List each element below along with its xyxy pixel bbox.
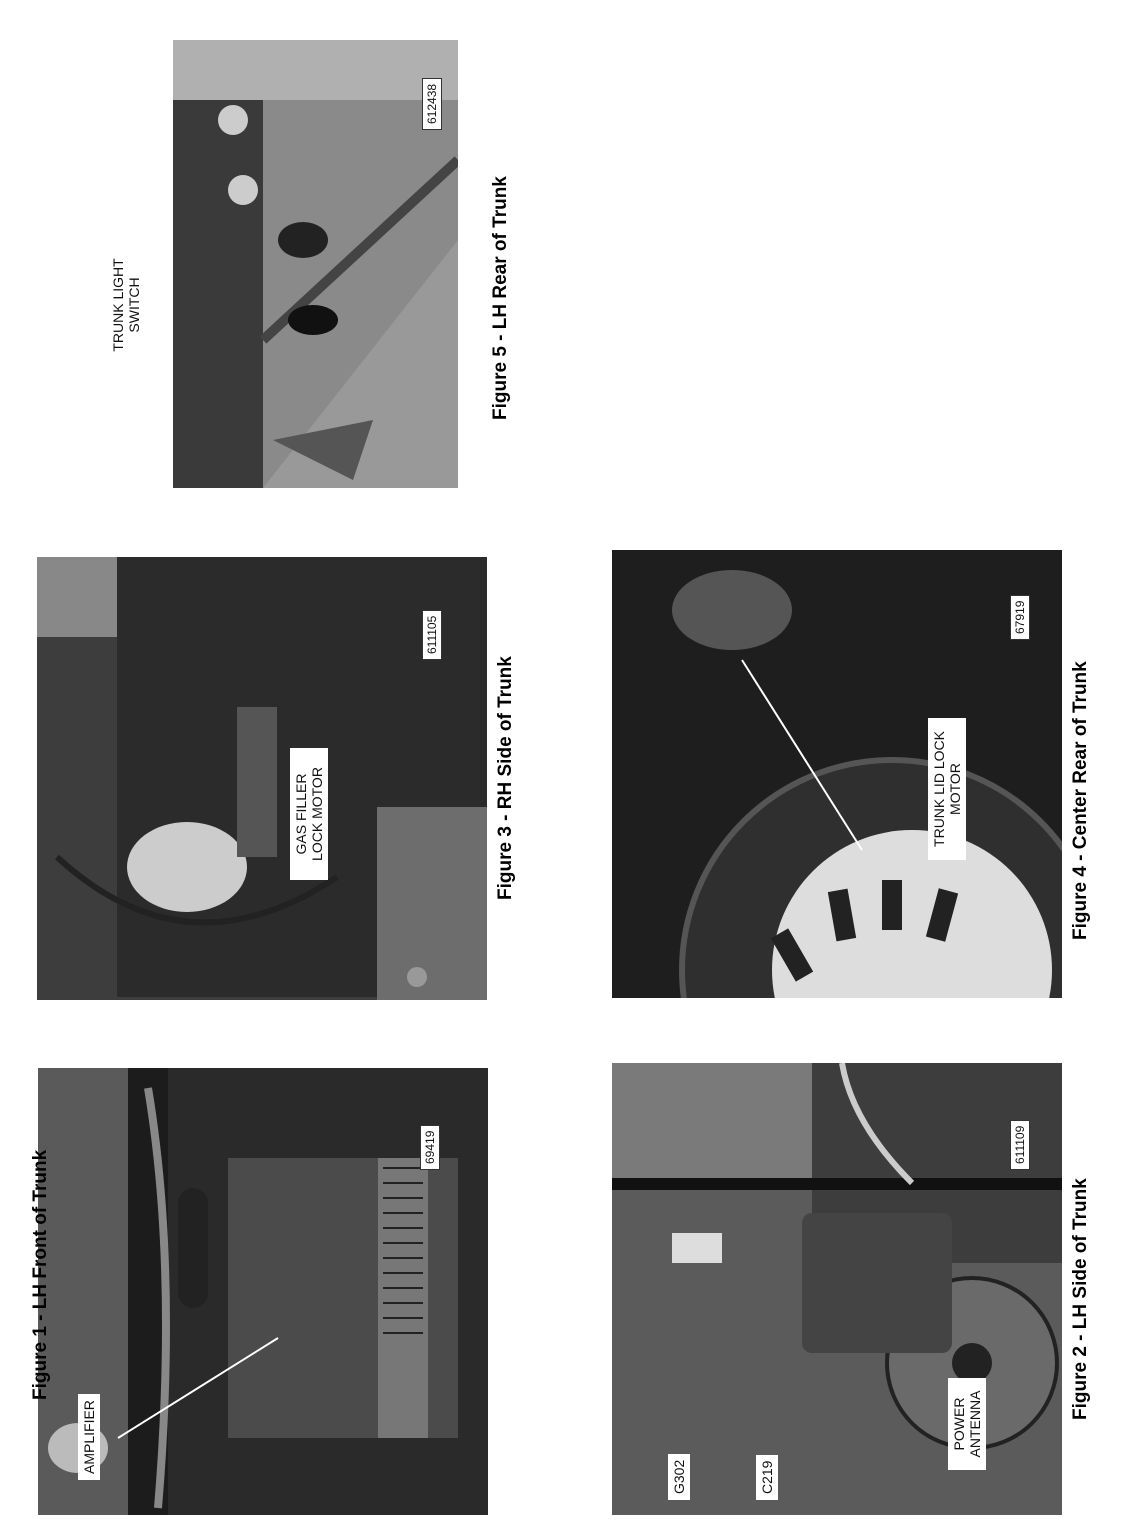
figure-2-photo-art <box>612 1063 1062 1515</box>
figure-5-photo-art <box>173 40 458 488</box>
figure-4-code: 67919 <box>1010 595 1030 640</box>
figure-3-photo-art <box>37 557 487 1000</box>
figure-3-caption: Figure 3 - RH Side of Trunk <box>495 656 516 900</box>
figure-1-code: 69419 <box>420 1125 440 1170</box>
figure-4-photo <box>612 550 1062 998</box>
figure-1-caption: Figure 1 - LH Front of Trunk <box>30 1149 51 1400</box>
figure-5-photo <box>173 40 458 488</box>
c219-label: C219 <box>756 1455 778 1500</box>
figure-2-code: 611109 <box>1010 1120 1030 1170</box>
g302-label: G302 <box>668 1454 690 1500</box>
trunk-light-switch-label: TRUNK LIGHT SWITCH <box>110 258 142 352</box>
figure-4-caption: Figure 4 - Center Rear of Trunk <box>1070 661 1091 940</box>
figure-5-code: 612438 <box>422 78 442 130</box>
figure-2-photo <box>612 1063 1062 1515</box>
power-antenna-label: POWER ANTENNA <box>948 1378 986 1470</box>
figure-5-caption: Figure 5 - LH Rear of Trunk <box>490 176 511 420</box>
trunk-lid-lock-motor-label: TRUNK LID LOCK MOTOR <box>928 718 966 860</box>
figure-3-code: 611105 <box>422 610 442 660</box>
figure-4-photo-art <box>612 550 1062 998</box>
figure-3-photo <box>37 557 487 1000</box>
amplifier-label: AMPLIFIER <box>78 1394 100 1480</box>
figure-2-caption: Figure 2 - LH Side of Trunk <box>1070 1178 1091 1420</box>
gas-filler-lock-motor-label: GAS FILLER LOCK MOTOR <box>290 748 328 880</box>
